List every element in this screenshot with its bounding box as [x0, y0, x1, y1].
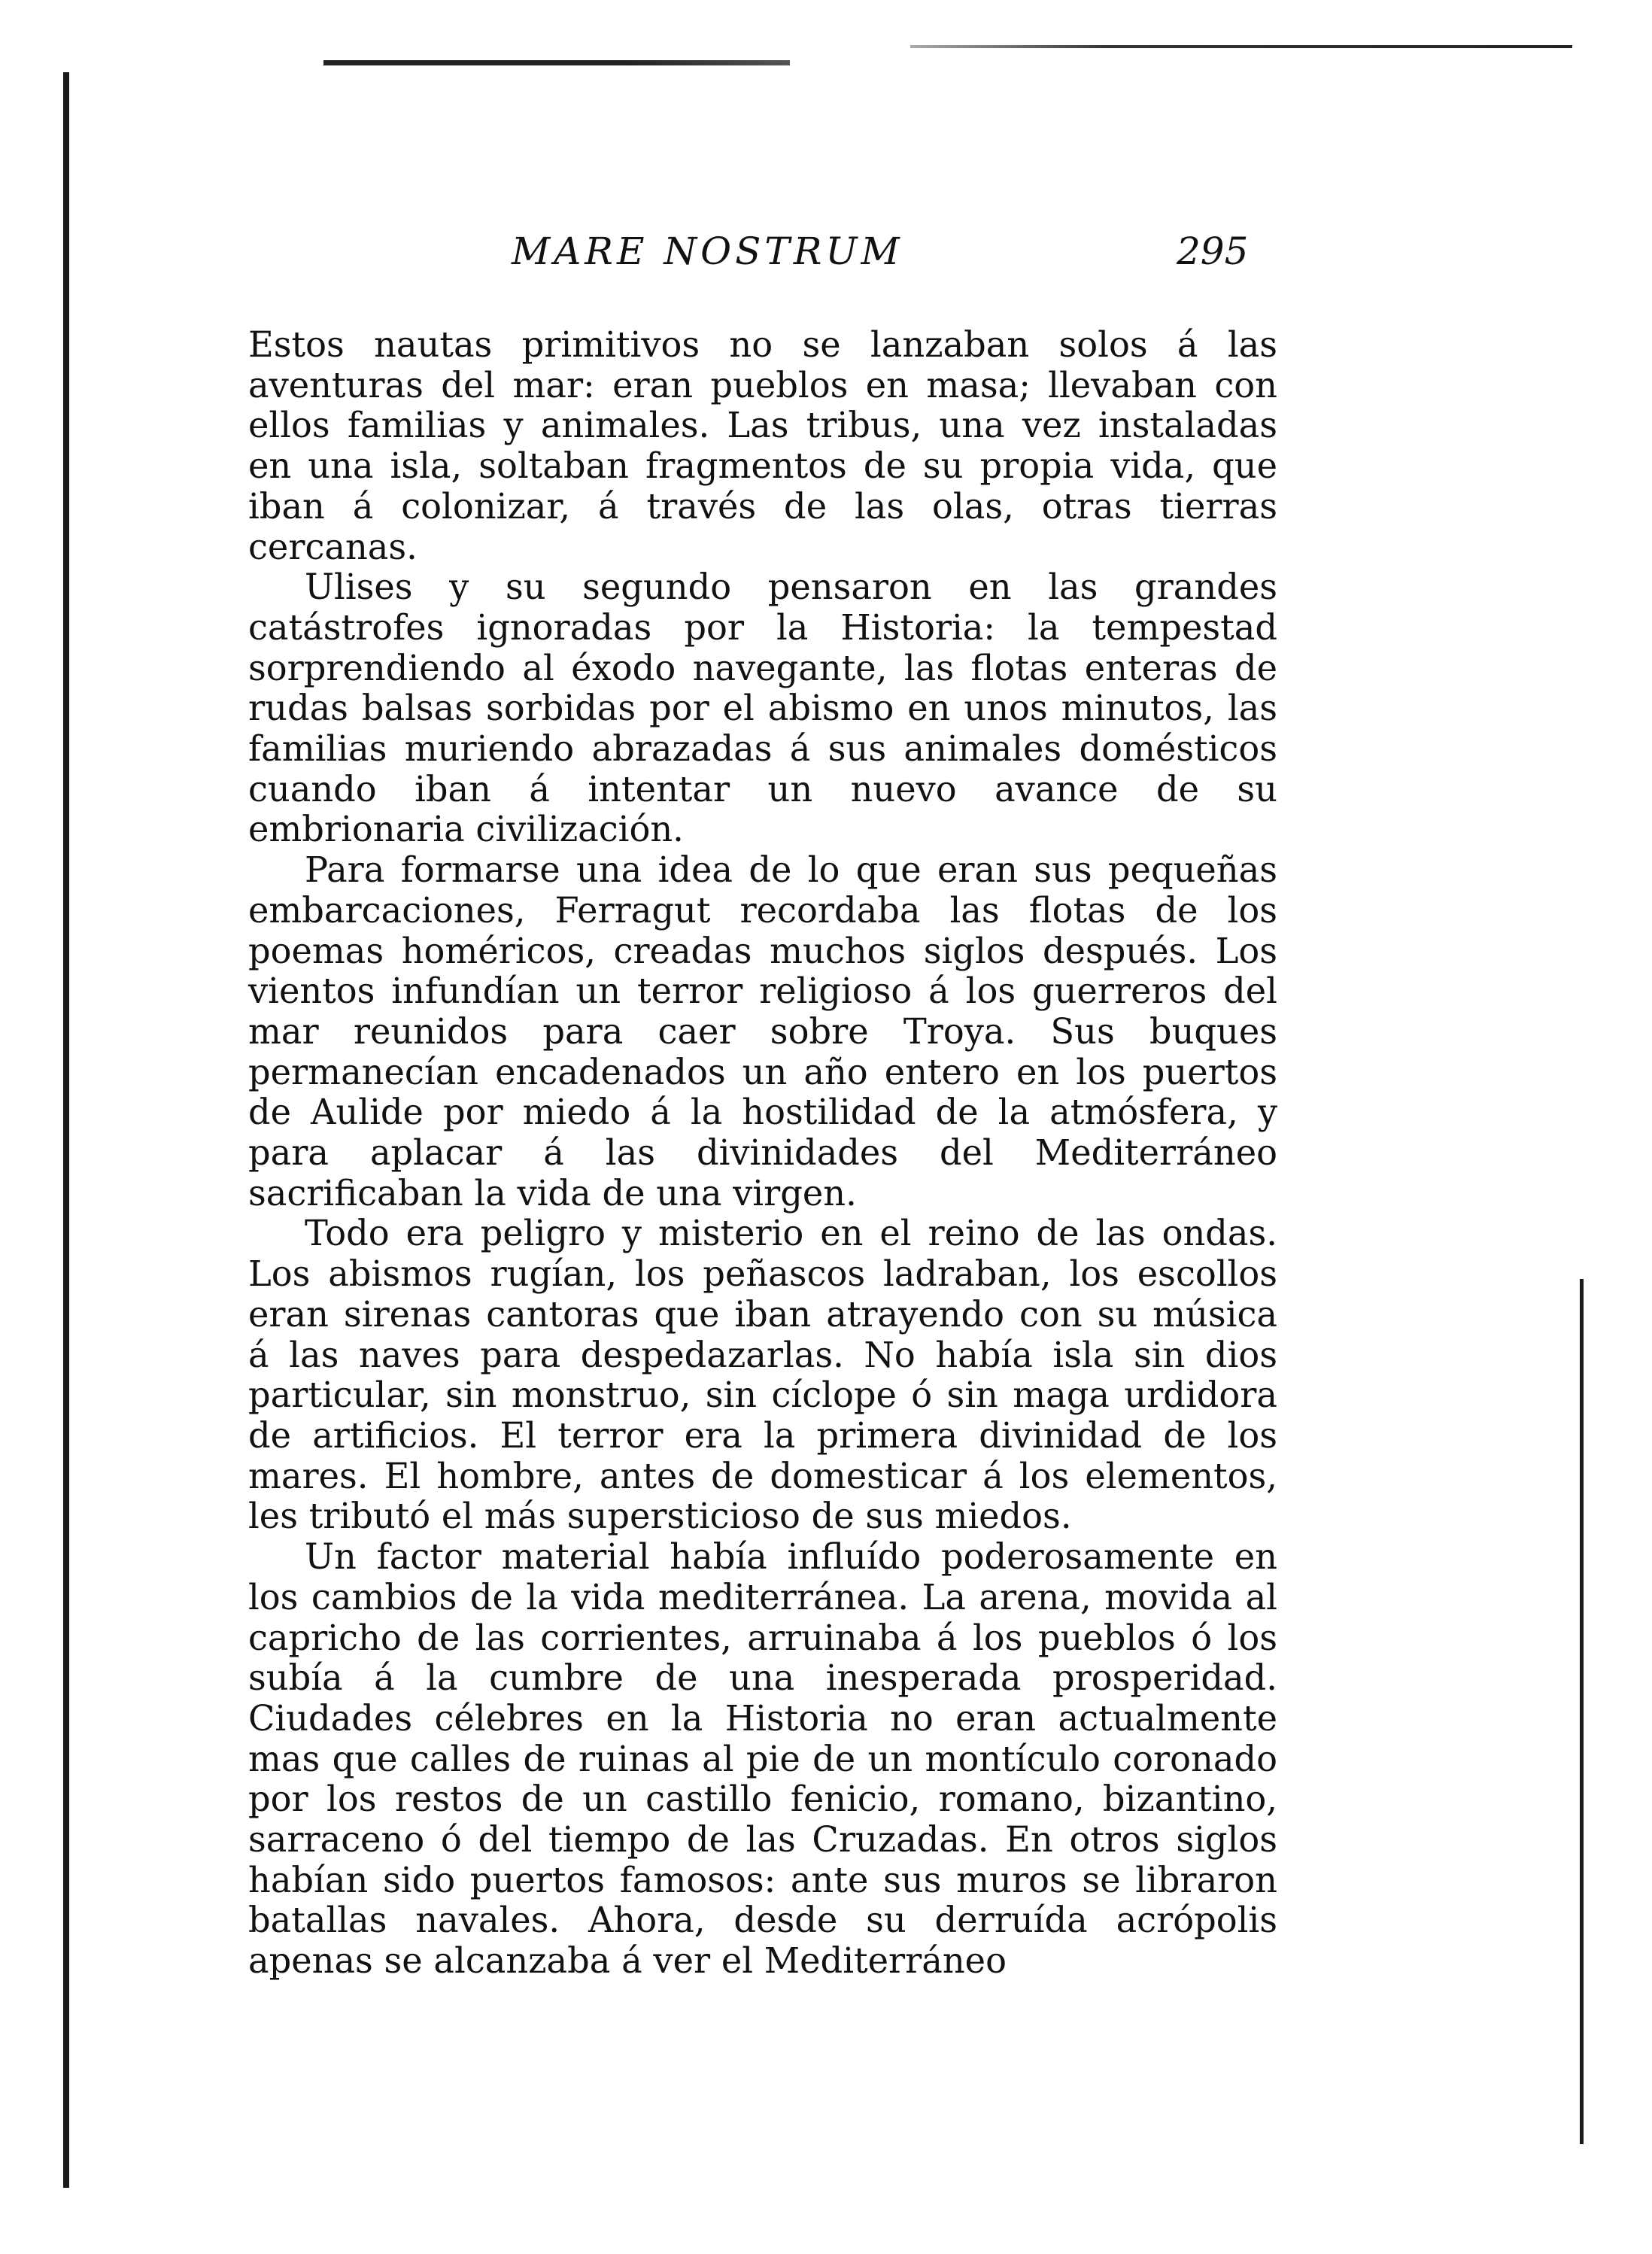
scan-top-rule-left: [323, 60, 790, 65]
paragraph: Ulises y su segundo pensaron en las grandes catástrofes ignoradas por la Historia: la tempestad sorprendiendo al éxodo navegante, las flotas enteras de rudas balsas sorbidas por el abismo en unos minutos, las familias muriendo abrazadas á sus animales domésticos cuando iban á intentar un nuevo avance de su embrionaria civilización.: [248, 567, 1277, 850]
paragraph: Estos nautas primitivos no se lanzaban solos á las aventuras del mar: eran pueblos en masa; llevaban con ellos familias y animales. Las tribus, una vez instaladas en una isla, soltaban fragmentos de su propia vida, que iban á colonizar, á través de las olas, otras tierras cercanas.: [248, 324, 1277, 567]
page-number: 295: [1177, 229, 1249, 273]
scan-top-rule-right: [910, 45, 1572, 48]
paragraph: Todo era peligro y misterio en el reino de las ondas. Los abismos rugían, los peñascos ladraban, los escollos eran sirenas cantoras que iban atrayendo con su música á las naves para despedazarlas. No había isla sin dios particular, sin monstruo, sin cíclope ó sin maga urdidora de artificios. El terror era la primera divinidad de los mares. El hombre, antes de domesticar á los elementos, les tributó el más supersticioso de sus miedos.: [248, 1213, 1277, 1537]
running-title: MARE NOSTRUM: [512, 229, 903, 273]
scan-edge-left: [63, 72, 69, 2188]
scan-edge-right: [1580, 1279, 1584, 2144]
paragraph: Un factor material había influído poderosamente en los cambios de la vida mediterránea. La arena, movida al capricho de las corrientes, arruinaba á los pueblos ó los subía á la cumbre de una inesperada prosperidad. Ciudades célebres en la Historia no eran actualmente mas que calles de ruinas al pie de un montículo coronado por los restos de un castillo fenicio, romano, bizantino, sarraceno ó del tiempo de las Cruzadas. En otros siglos habían sido puertos famosos: ante sus muros se libraron batallas navales. Ahora, desde su derruída acrópolis apenas se alcanzaba á ver el Mediterráneo: [248, 1536, 1277, 1982]
paragraph: Para formarse una idea de lo que eran sus pequeñas embarcaciones, Ferragut recordaba las flotas de los poemas homéricos, creadas muchos siglos después. Los vientos infundían un terror religioso á los guerreros del mar reunidos para caer sobre Troya. Sus buques permanecían encadenados un año entero en los puertos de Aulide por miedo á la hostilidad de la atmósfera, y para aplacar á las divinidades del Mediterráneo sacrificaban la vida de una virgen.: [248, 849, 1277, 1214]
body-text: [248, 325, 1277, 1982]
